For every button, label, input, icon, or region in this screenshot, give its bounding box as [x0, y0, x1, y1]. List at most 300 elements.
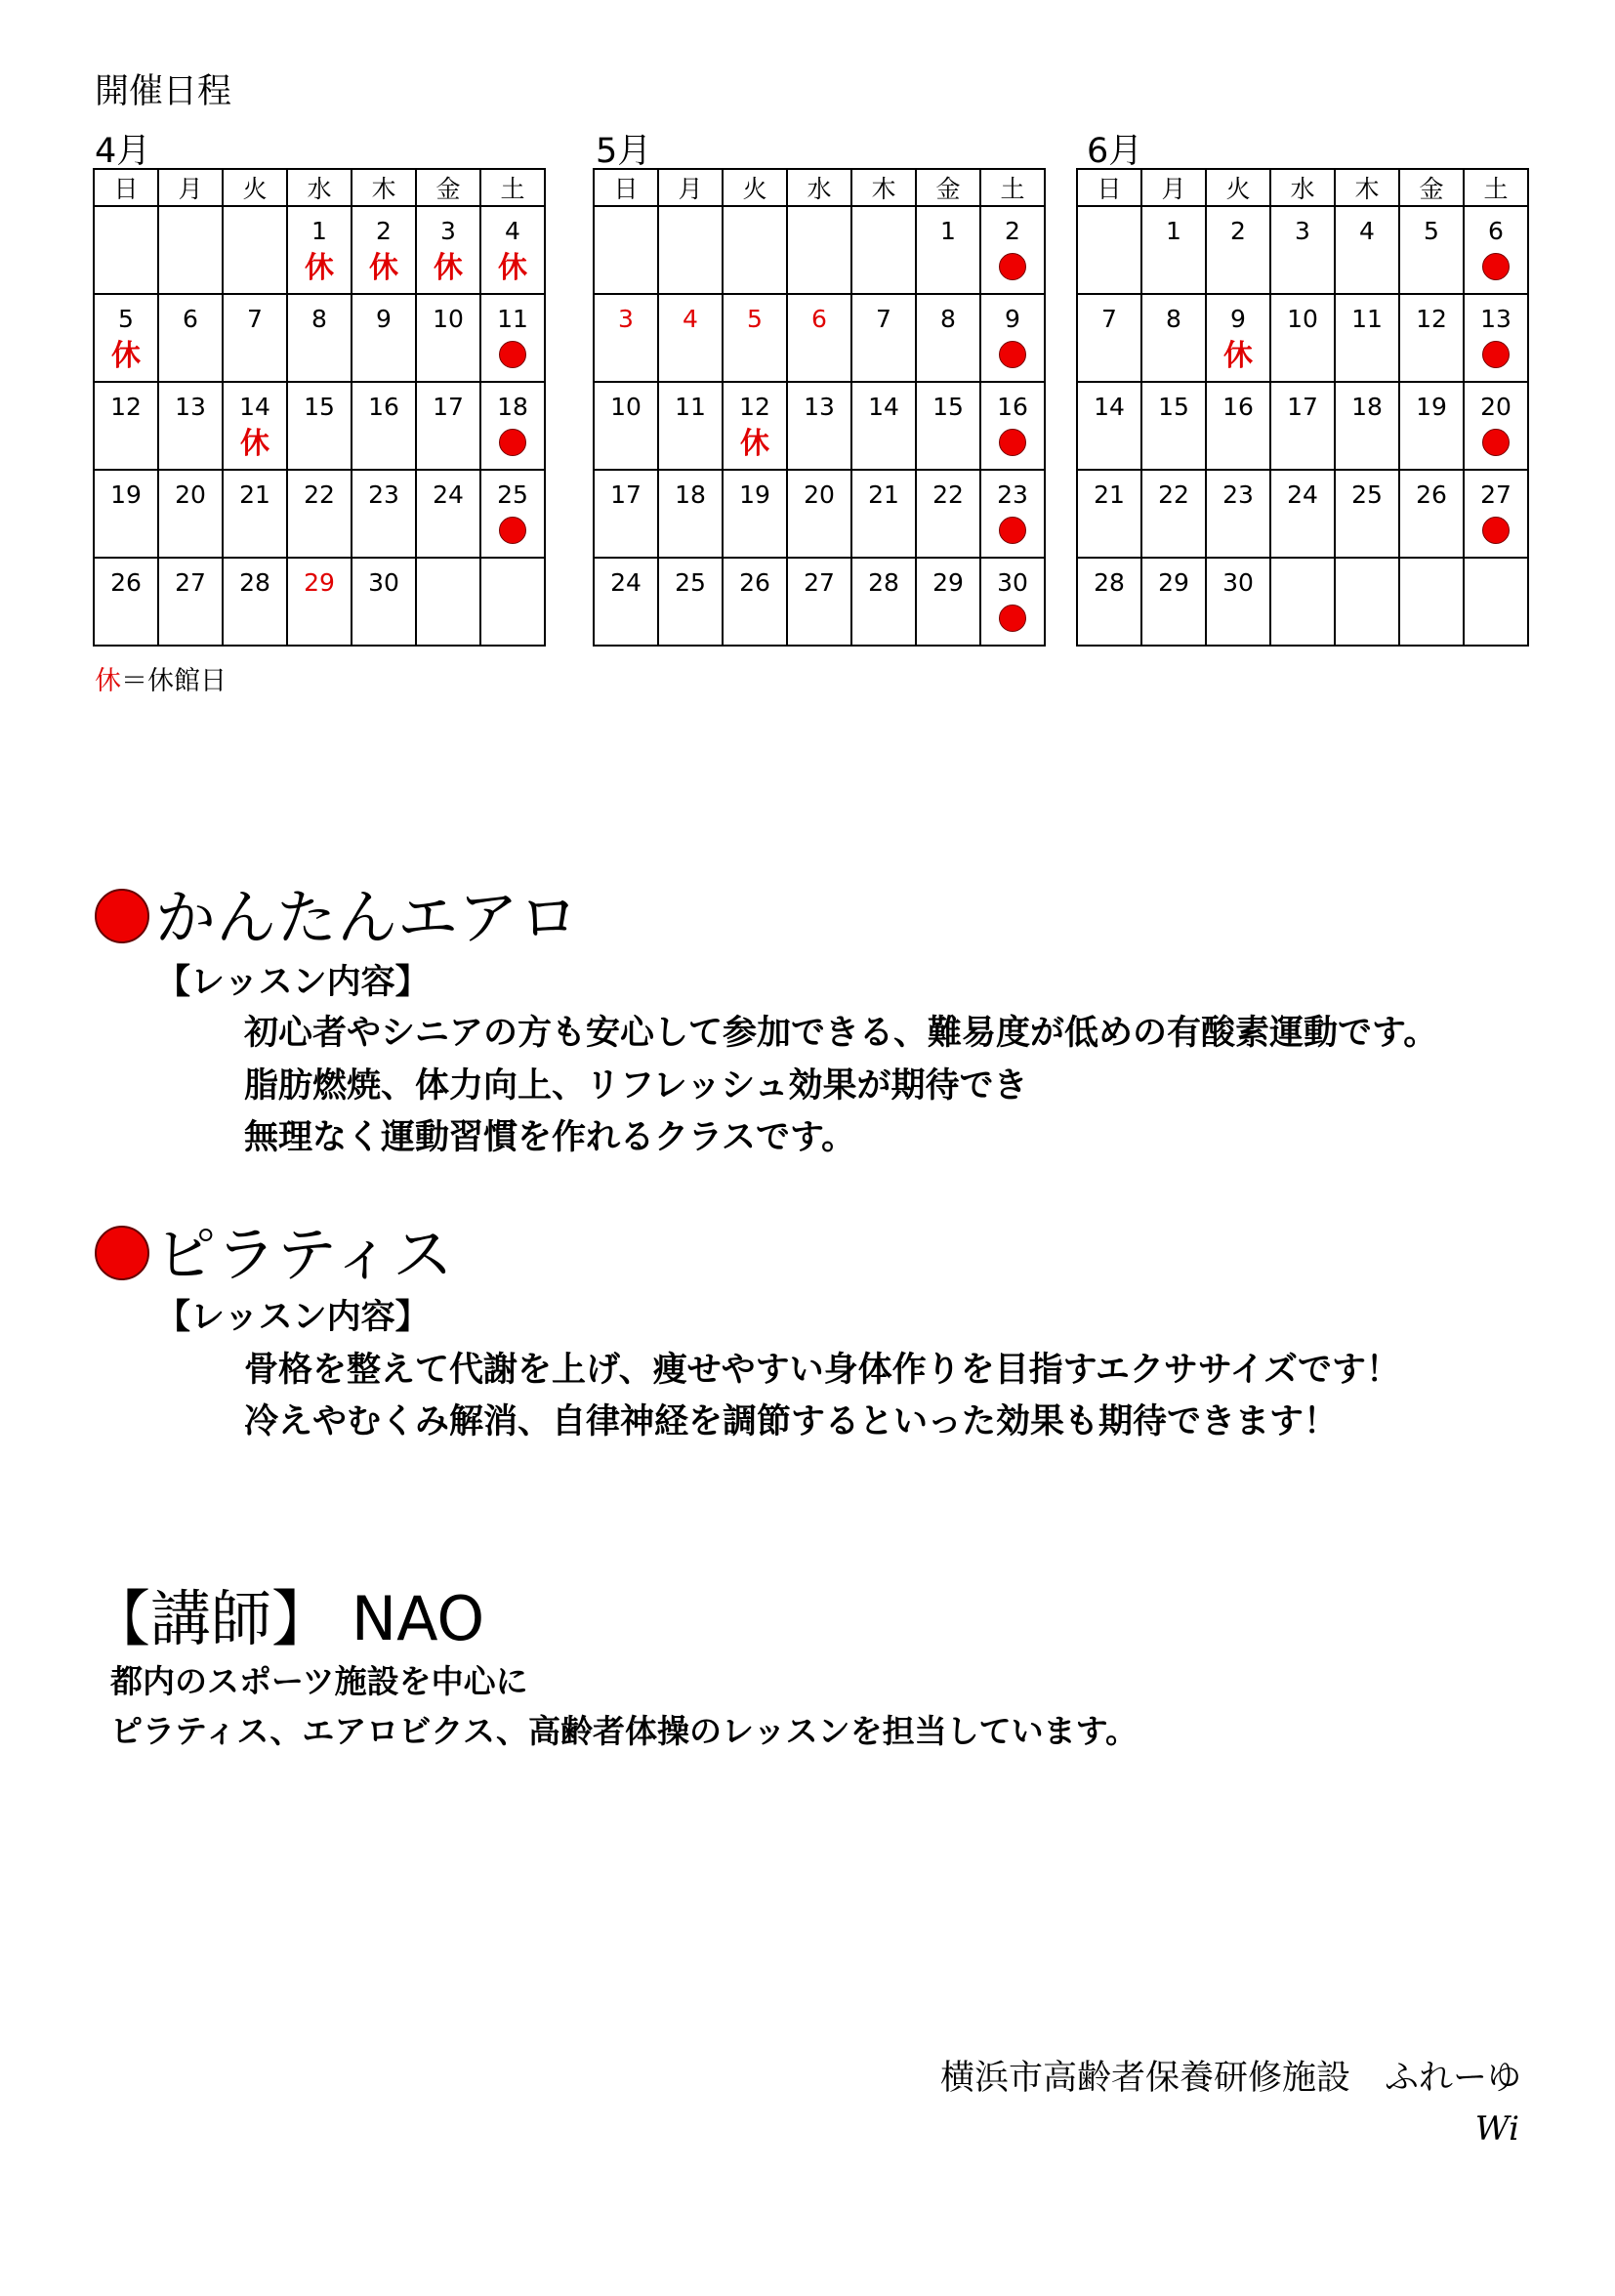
- day-mark: [224, 423, 286, 466]
- calendar-day-cell: [223, 294, 287, 382]
- weekday-header: 火: [1206, 169, 1270, 206]
- calendar-day-cell: [287, 382, 352, 470]
- lesson-dot-icon: [1482, 253, 1510, 280]
- calendar-day-cell: [723, 558, 787, 646]
- day-mark: [1207, 511, 1269, 554]
- day-mark: [95, 599, 157, 642]
- closed-mark: 休: [369, 251, 398, 285]
- day-number: 19: [739, 480, 770, 509]
- calendar-day-cell: [1077, 206, 1141, 294]
- day-number: [659, 216, 722, 247]
- day-number: 2: [376, 217, 392, 245]
- calendar-day-cell: [1141, 206, 1206, 294]
- calendar-day-cell: [787, 382, 851, 470]
- weekday-header: 月: [158, 169, 223, 206]
- calendar-day-cell: [1206, 294, 1270, 382]
- calendar-day-cell: [916, 294, 980, 382]
- calendar-day-cell: [658, 382, 723, 470]
- calendar-day-cell: [1141, 294, 1206, 382]
- day-number: 24: [610, 568, 642, 597]
- month-label-may: 5月: [596, 132, 652, 171]
- day-mark: [1271, 247, 1334, 290]
- day-number: 28: [868, 568, 899, 597]
- calendar-day-cell: [1464, 470, 1528, 558]
- day-mark: [288, 335, 351, 378]
- calendar-day-cell: [980, 294, 1045, 382]
- calendar-day-cell: [1335, 294, 1399, 382]
- calendar-day-cell: [416, 294, 480, 382]
- day-number: 23: [368, 480, 399, 509]
- day-mark: [1336, 335, 1398, 378]
- day-number: 29: [932, 568, 964, 597]
- day-number: 15: [932, 393, 964, 421]
- calendar-day-cell: [1399, 206, 1464, 294]
- red-dot-icon: [95, 889, 149, 943]
- day-mark: [595, 423, 657, 466]
- weekday-header: 木: [352, 169, 416, 206]
- day-mark: [852, 423, 915, 466]
- day-mark: [724, 423, 786, 466]
- calendar-may: [593, 168, 1046, 647]
- day-number: 30: [997, 568, 1028, 597]
- calendar-day-cell: [851, 558, 916, 646]
- day-number: 8: [1166, 305, 1181, 333]
- calendar-day-cell: [594, 382, 658, 470]
- day-number: 25: [1351, 480, 1383, 509]
- day-number: 26: [110, 568, 142, 597]
- calendar-day-cell: [1464, 206, 1528, 294]
- day-number: 12: [110, 393, 142, 421]
- day-mark: [595, 599, 657, 642]
- day-number: [1271, 567, 1334, 599]
- day-number: 7: [876, 305, 891, 333]
- day-mark: [352, 511, 415, 554]
- calendar-week-row: [594, 470, 1045, 558]
- day-number: 13: [804, 393, 835, 421]
- day-mark: [352, 599, 415, 642]
- calendar-day-cell: [916, 382, 980, 470]
- day-mark: [1400, 247, 1463, 290]
- day-number: 19: [110, 480, 142, 509]
- day-mark: [481, 599, 544, 642]
- calendar-day-cell: [416, 206, 480, 294]
- day-mark: [917, 423, 979, 466]
- day-number: [224, 216, 286, 247]
- day-mark: [224, 511, 286, 554]
- day-mark: [1207, 247, 1269, 290]
- calendar-day-cell: [1141, 470, 1206, 558]
- day-number: 16: [368, 393, 399, 421]
- month-label-june: 6月: [1087, 132, 1143, 171]
- day-mark: [159, 247, 222, 290]
- class-title-aero: [95, 869, 579, 956]
- calendar-day-cell: [1206, 470, 1270, 558]
- day-number: 27: [1480, 480, 1511, 509]
- calendar-day-cell: [94, 558, 158, 646]
- calendar-week-row: [94, 206, 545, 294]
- day-mark: [417, 511, 479, 554]
- day-number: 13: [175, 393, 206, 421]
- day-mark: [852, 247, 915, 290]
- calendar-day-cell: [594, 558, 658, 646]
- calendar-day-cell: [723, 470, 787, 558]
- day-mark: [1336, 423, 1398, 466]
- day-number: [159, 216, 222, 247]
- day-mark: [417, 599, 479, 642]
- day-number: 26: [739, 568, 770, 597]
- day-mark: [659, 599, 722, 642]
- day-number: 13: [1480, 305, 1511, 333]
- weekday-header: 水: [287, 169, 352, 206]
- instructor-title: 【講師】 NAO: [90, 1583, 485, 1654]
- day-number: 16: [1222, 393, 1254, 421]
- day-number: [852, 216, 915, 247]
- day-mark: [595, 335, 657, 378]
- day-mark: [288, 423, 351, 466]
- day-mark: [288, 599, 351, 642]
- day-mark: [917, 599, 979, 642]
- day-mark: [788, 511, 850, 554]
- day-number: 30: [1222, 568, 1254, 597]
- day-mark: [1400, 511, 1463, 554]
- day-number: 21: [239, 480, 270, 509]
- weekday-header: 日: [594, 169, 658, 206]
- day-number: 1: [311, 217, 327, 245]
- day-mark: [852, 511, 915, 554]
- day-number: 2: [1005, 217, 1020, 245]
- day-mark: [981, 247, 1044, 290]
- day-number: 27: [804, 568, 835, 597]
- day-mark: [1400, 423, 1463, 466]
- day-number: 11: [675, 393, 706, 421]
- day-mark: [224, 599, 286, 642]
- calendar-day-cell: [658, 294, 723, 382]
- calendar-week-row: [1077, 206, 1528, 294]
- calendar-day-cell: [287, 294, 352, 382]
- day-number: 10: [433, 305, 464, 333]
- content-line: 無理なく運動習慣を作れるクラスです。: [244, 1118, 856, 1157]
- day-mark: [981, 335, 1044, 378]
- day-mark: [659, 423, 722, 466]
- calendar-day-cell: [1270, 206, 1335, 294]
- day-mark: [1465, 423, 1527, 466]
- day-mark: [1207, 335, 1269, 378]
- calendar-day-cell: [1141, 558, 1206, 646]
- day-mark: [481, 423, 544, 466]
- day-mark: [1465, 511, 1527, 554]
- day-number: 9: [1230, 305, 1246, 333]
- day-mark: [481, 511, 544, 554]
- calendar-day-cell: [223, 558, 287, 646]
- day-mark: [417, 247, 479, 290]
- calendar-day-cell: [416, 558, 480, 646]
- day-mark: [852, 599, 915, 642]
- day-mark: [659, 247, 722, 290]
- day-number: 25: [497, 480, 528, 509]
- day-number: [724, 216, 786, 247]
- calendar-day-cell: [851, 470, 916, 558]
- day-mark: [917, 335, 979, 378]
- day-number: 6: [1488, 217, 1504, 245]
- day-mark: [159, 511, 222, 554]
- day-number: 11: [1351, 305, 1383, 333]
- content-heading: 【レッスン内容】: [156, 963, 430, 1002]
- day-mark: [1142, 247, 1205, 290]
- calendar-day-cell: [94, 470, 158, 558]
- day-mark: [1336, 599, 1398, 642]
- day-mark: [352, 423, 415, 466]
- calendar-day-cell: [916, 558, 980, 646]
- footer-facility: 横浜市高齢者保養研修施設 ふれーゆ: [939, 2059, 1521, 2098]
- day-mark: [788, 423, 850, 466]
- calendar-day-cell: [1399, 294, 1464, 382]
- day-number: 5: [1424, 217, 1439, 245]
- day-mark: [1078, 599, 1140, 642]
- day-mark: [917, 511, 979, 554]
- day-number: 3: [618, 305, 634, 333]
- weekday-header: 木: [851, 169, 916, 206]
- day-mark: [1142, 599, 1205, 642]
- day-number: 14: [1094, 393, 1125, 421]
- day-number: 24: [1287, 480, 1318, 509]
- day-number: [1078, 216, 1140, 247]
- day-number: 12: [739, 393, 770, 421]
- day-mark: [724, 335, 786, 378]
- calendar-day-cell: [916, 206, 980, 294]
- calendar-day-cell: [594, 470, 658, 558]
- day-mark: [95, 335, 157, 378]
- calendar-day-cell: [94, 294, 158, 382]
- day-mark: [417, 335, 479, 378]
- weekday-header: 日: [94, 169, 158, 206]
- calendar-day-cell: [658, 470, 723, 558]
- day-number: 9: [1005, 305, 1020, 333]
- day-mark: [788, 599, 850, 642]
- calendar-week-row: [94, 382, 545, 470]
- day-mark: [95, 511, 157, 554]
- day-mark: [724, 511, 786, 554]
- day-number: 7: [1101, 305, 1117, 333]
- calendar-june: [1076, 168, 1529, 647]
- calendar-day-cell: [1464, 558, 1528, 646]
- day-mark: [1078, 511, 1140, 554]
- calendar-day-cell: [94, 206, 158, 294]
- day-mark: [852, 335, 915, 378]
- weekday-header: 木: [1335, 169, 1399, 206]
- calendar-day-cell: [787, 294, 851, 382]
- calendar-day-cell: [916, 470, 980, 558]
- calendar-day-cell: [1141, 382, 1206, 470]
- day-number: 25: [675, 568, 706, 597]
- calendar-day-cell: [158, 206, 223, 294]
- calendar-day-cell: [723, 382, 787, 470]
- calendar-day-cell: [851, 294, 916, 382]
- day-number: 22: [1158, 480, 1189, 509]
- day-number: 29: [304, 568, 335, 597]
- calendar-day-cell: [223, 470, 287, 558]
- weekday-header: 土: [1464, 169, 1528, 206]
- calendar-day-cell: [851, 206, 916, 294]
- calendar-april: [93, 168, 546, 647]
- day-number: 24: [433, 480, 464, 509]
- content-line: 初心者やシニアの方も安心して参加できる、難易度が低めの有酸素運動です。: [244, 1014, 1438, 1053]
- calendar-day-cell: [480, 470, 545, 558]
- day-number: [95, 216, 157, 247]
- day-number: 8: [940, 305, 956, 333]
- day-mark: [1271, 423, 1334, 466]
- day-mark: [1142, 335, 1205, 378]
- day-mark: [1400, 335, 1463, 378]
- calendar-day-cell: [787, 558, 851, 646]
- day-number: 1: [940, 217, 956, 245]
- day-mark: [1207, 423, 1269, 466]
- day-mark: [1465, 599, 1527, 642]
- calendar-day-cell: [1077, 558, 1141, 646]
- content-line: 冷えやむくみ解消、自律神経を調節するといった効果も期待できます！: [244, 1402, 1339, 1441]
- day-mark: [659, 335, 722, 378]
- calendar-week-row: [1077, 558, 1528, 646]
- day-mark: [1336, 511, 1398, 554]
- calendar-day-cell: [287, 470, 352, 558]
- calendar-day-cell: [1206, 382, 1270, 470]
- day-number: 4: [1359, 217, 1375, 245]
- day-mark: [224, 247, 286, 290]
- calendar-day-cell: [1335, 206, 1399, 294]
- day-mark: [352, 247, 415, 290]
- day-number: 18: [497, 393, 528, 421]
- day-number: 15: [304, 393, 335, 421]
- weekday-header: 月: [658, 169, 723, 206]
- day-number: 7: [247, 305, 263, 333]
- day-number: 17: [433, 393, 464, 421]
- day-mark: [1271, 599, 1334, 642]
- day-number: 22: [932, 480, 964, 509]
- day-mark: [1400, 599, 1463, 642]
- lesson-dot-icon: [499, 517, 526, 544]
- calendar-week-row: [94, 294, 545, 382]
- calendar-day-cell: [1077, 382, 1141, 470]
- closed-mark: 休: [240, 427, 269, 461]
- calendar-day-cell: [594, 294, 658, 382]
- weekday-header-row: [1077, 169, 1528, 206]
- day-mark: [417, 423, 479, 466]
- calendar-day-cell: [352, 294, 416, 382]
- lesson-dot-icon: [999, 605, 1026, 632]
- calendar-week-row: [94, 558, 545, 646]
- day-mark: [1271, 511, 1334, 554]
- weekday-header: 日: [1077, 169, 1141, 206]
- day-number: 2: [1230, 217, 1246, 245]
- day-mark: [288, 247, 351, 290]
- day-number: 15: [1158, 393, 1189, 421]
- calendar-day-cell: [980, 558, 1045, 646]
- signature: Wi: [1474, 2109, 1519, 2149]
- day-number: 6: [183, 305, 198, 333]
- month-label-april: 4月: [95, 132, 151, 171]
- class-title-pilates: [95, 1206, 453, 1293]
- calendar-day-cell: [94, 382, 158, 470]
- day-mark: [95, 247, 157, 290]
- calendar-week-row: [1077, 294, 1528, 382]
- day-mark: [159, 599, 222, 642]
- calendar-day-cell: [352, 558, 416, 646]
- content-heading: 【レッスン内容】: [156, 1298, 430, 1337]
- lesson-dot-icon: [999, 253, 1026, 280]
- day-number: 8: [311, 305, 327, 333]
- day-number: 16: [997, 393, 1028, 421]
- calendar-week-row: [594, 382, 1045, 470]
- calendar-day-cell: [594, 206, 658, 294]
- calendar-day-cell: [352, 206, 416, 294]
- lesson-dot-icon: [999, 429, 1026, 456]
- weekday-header: 金: [1399, 169, 1464, 206]
- calendar-day-cell: [416, 382, 480, 470]
- lesson-dot-icon: [999, 341, 1026, 368]
- weekday-header: 土: [480, 169, 545, 206]
- schedule-heading: 開催日程: [95, 72, 232, 111]
- calendar-day-cell: [1335, 382, 1399, 470]
- class-title-text: ピラティス: [155, 1219, 454, 1290]
- day-number: 10: [1287, 305, 1318, 333]
- day-mark: [981, 511, 1044, 554]
- day-mark: [917, 247, 979, 290]
- calendar-day-cell: [787, 206, 851, 294]
- day-mark: [1271, 335, 1334, 378]
- calendar-week-row: [1077, 382, 1528, 470]
- calendar-day-cell: [658, 558, 723, 646]
- calendar-day-cell: [787, 470, 851, 558]
- day-number: 28: [239, 568, 270, 597]
- day-mark: [724, 599, 786, 642]
- day-number: [595, 216, 657, 247]
- day-number: 26: [1416, 480, 1447, 509]
- calendar-day-cell: [1399, 470, 1464, 558]
- day-number: 17: [610, 480, 642, 509]
- day-number: [1400, 567, 1463, 599]
- day-mark: [159, 423, 222, 466]
- day-mark: [659, 511, 722, 554]
- instructor-line: 都内のスポーツ施設を中心に: [110, 1662, 528, 1700]
- day-number: 14: [239, 393, 270, 421]
- day-mark: [1336, 247, 1398, 290]
- closed-mark: 休: [305, 251, 334, 285]
- day-number: 21: [1094, 480, 1125, 509]
- day-number: 23: [1222, 480, 1254, 509]
- day-mark: [1078, 423, 1140, 466]
- weekday-header: 水: [1270, 169, 1335, 206]
- calendar-day-cell: [723, 206, 787, 294]
- calendar-day-cell: [158, 382, 223, 470]
- instructor-line: ピラティス、エアロビクス、高齢者体操のレッスンを担当しています。: [110, 1712, 1139, 1750]
- lesson-dot-icon: [999, 517, 1026, 544]
- calendar-day-cell: [416, 470, 480, 558]
- calendar-day-cell: [1464, 294, 1528, 382]
- red-dot-icon: [95, 1226, 149, 1280]
- weekday-header: 火: [223, 169, 287, 206]
- day-number: 5: [118, 305, 134, 333]
- day-number: 12: [1416, 305, 1447, 333]
- day-number: 23: [997, 480, 1028, 509]
- day-mark: [481, 247, 544, 290]
- day-number: 1: [1166, 217, 1181, 245]
- day-number: 30: [368, 568, 399, 597]
- lesson-dot-icon: [1482, 341, 1510, 368]
- day-mark: [352, 335, 415, 378]
- day-number: 11: [497, 305, 528, 333]
- day-mark: [981, 599, 1044, 642]
- calendar-day-cell: [480, 294, 545, 382]
- calendar-day-cell: [1270, 294, 1335, 382]
